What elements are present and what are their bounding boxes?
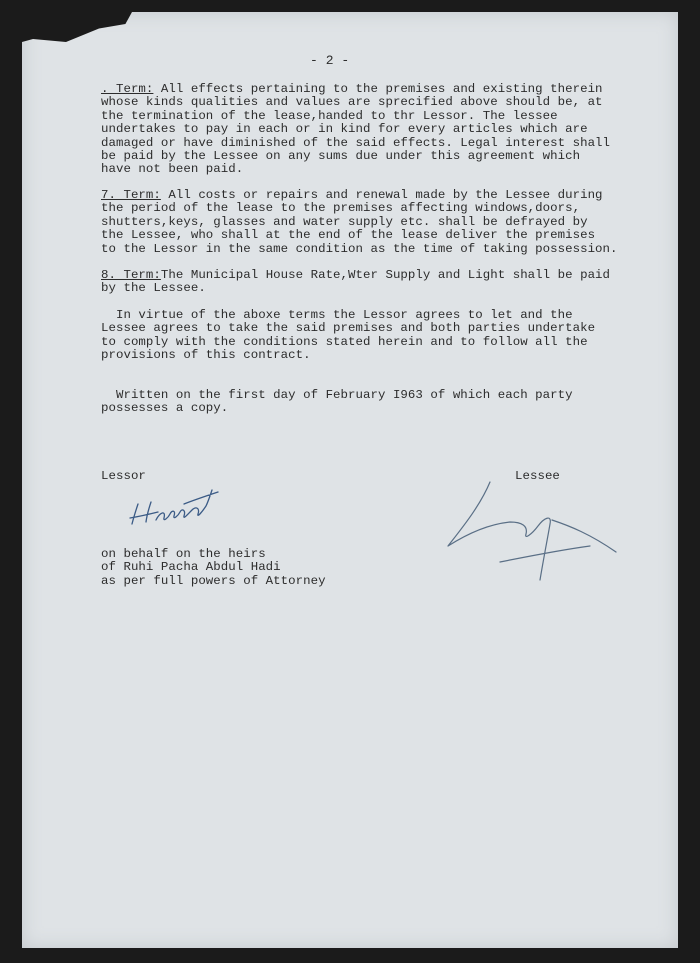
lessee-label: Lessee (515, 469, 560, 483)
clause-8: 8. Term:The Municipal House Rate,Wter Supply and Light shall be paid by the Lessee. (101, 268, 611, 296)
agreement-paragraph: In virtue of the aboxe terms the Lessor agrees to let and the Lessee agrees to take the said premises and both parties undertake to comply with the conditions stated herein and to follow all the provisions of this contract. (101, 308, 596, 363)
lessor-label: Lessor (101, 469, 146, 483)
clause-label: 7. Term: (101, 188, 161, 202)
clause-7: 7. Term: All costs or repairs and renewal made by the Lessee during the period of the lease to the premises affecting windows,doors, shutters,keys, glasses and water supply etc. shall be defrayed by the Lessee, who shall at the end of the lease deliver the premises to the Lessor in the same condition as the time of taking possession. (101, 188, 618, 256)
lessor-signature (122, 474, 232, 540)
lessee-signature (440, 476, 630, 586)
page-number: - 2 - (310, 53, 350, 68)
clause-label: 8. Term: (101, 268, 161, 282)
written-paragraph: Written on the first day of February I963 of which each party possesses a copy. (101, 388, 573, 416)
on-behalf-block: on behalf on the heirs of Ruhi Pacha Abdul Hadi as per full powers of Attorney (101, 547, 326, 588)
clause-label: . Term: (101, 82, 154, 96)
clause-6: . Term: All effects pertaining to the premises and existing therein whose kinds qualities and values are sprecified above should be, at the termination of the lease,handed to thr Lessor. The lessee undertakes to pay in each or in kind for every articles which are damaged or have diminished of the said effects. Legal interest shall be paid by the Lessee on any sums due under this agreement which have not been paid. (101, 82, 611, 177)
